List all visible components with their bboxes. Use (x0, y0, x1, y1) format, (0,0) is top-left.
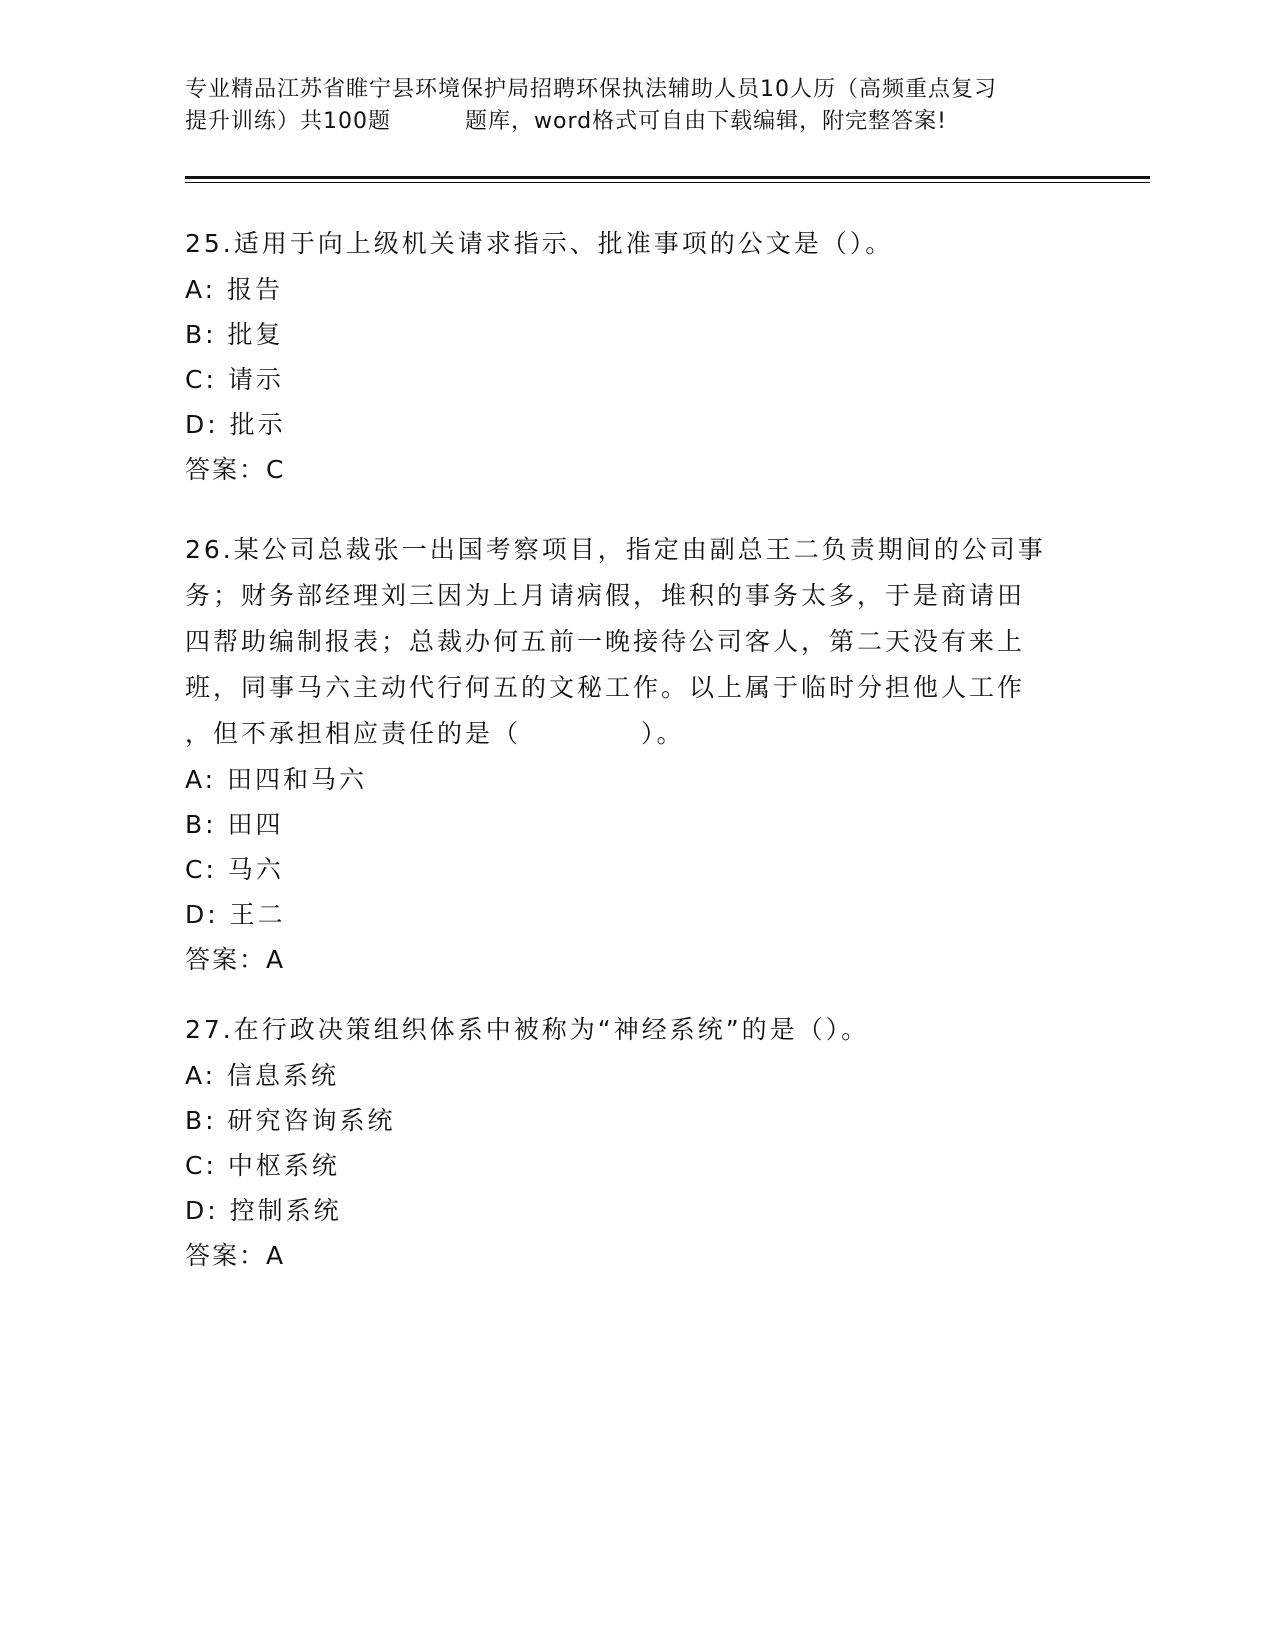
option-a: A: 信息系统 (185, 1061, 340, 1090)
question-stem (185, 527, 1065, 757)
header-divider-thick (185, 176, 1150, 179)
question-stem-line: 务；财务部经理刘三因为上月请病假，堆积的事务太多，于是商请田 (185, 581, 1026, 610)
question-stem-line-part: ）。 (641, 719, 685, 748)
question-stem-line (185, 711, 1065, 757)
question-27 (185, 1007, 1065, 1278)
option-d: D: 王二 (185, 900, 286, 929)
header-line-1: 专业精品江苏省睢宁县环境保护局招聘环保执法辅助人员10人历（高频重点复习 (185, 77, 997, 102)
answer-line: 答案：A (185, 945, 286, 974)
question-26 (185, 527, 1065, 982)
option-b: B: 批复 (185, 320, 284, 349)
question-stem (185, 1007, 1065, 1053)
option-a: A: 报告 (185, 275, 284, 304)
option-a: A: 田四和马六 (185, 765, 368, 794)
question-stem (185, 221, 1065, 267)
question-stem-line: 27.在行政决策组织体系中被称为“神经系统”的是（）。 (185, 1015, 870, 1044)
option-b: B: 田四 (185, 810, 284, 839)
option-c: C: 请示 (185, 365, 284, 394)
question-stem-line: 班，同事马六主动代行何五的文秘工作。以上属于临时分担他人工作 (185, 673, 1026, 702)
header-divider-thin (185, 182, 1150, 183)
document-header (185, 74, 1085, 138)
option-c: C: 马六 (185, 855, 284, 884)
question-stem-line: 25.适用于向上级机关请求指示、批准事项的公文是（）。 (185, 229, 894, 258)
header-line-2-part-a: 提升训练）共100题 (185, 109, 391, 134)
option-d: D: 控制系统 (185, 1196, 342, 1225)
question-stem-line: 四帮助编制报表；总裁办何五前一晚接待公司客人，第二天没有来上 (185, 627, 1026, 656)
header-line-2 (185, 106, 1085, 138)
option-d: D: 批示 (185, 410, 286, 439)
answer-line: 答案：C (185, 455, 286, 484)
header-line-2-part-b: 题库，word格式可自由下载编辑，附完整答案! (465, 109, 947, 134)
question-stem-line: 26.某公司总裁张一出国考察项目，指定由副总王二负责期间的公司事 (185, 535, 1046, 564)
option-b: B: 研究咨询系统 (185, 1106, 396, 1135)
question-25 (185, 221, 1065, 492)
answer-line: 答案：A (185, 1241, 286, 1270)
option-c: C: 中枢系统 (185, 1151, 340, 1180)
question-stem-line-part: ，但不承担相应责任的是（ (185, 719, 522, 748)
